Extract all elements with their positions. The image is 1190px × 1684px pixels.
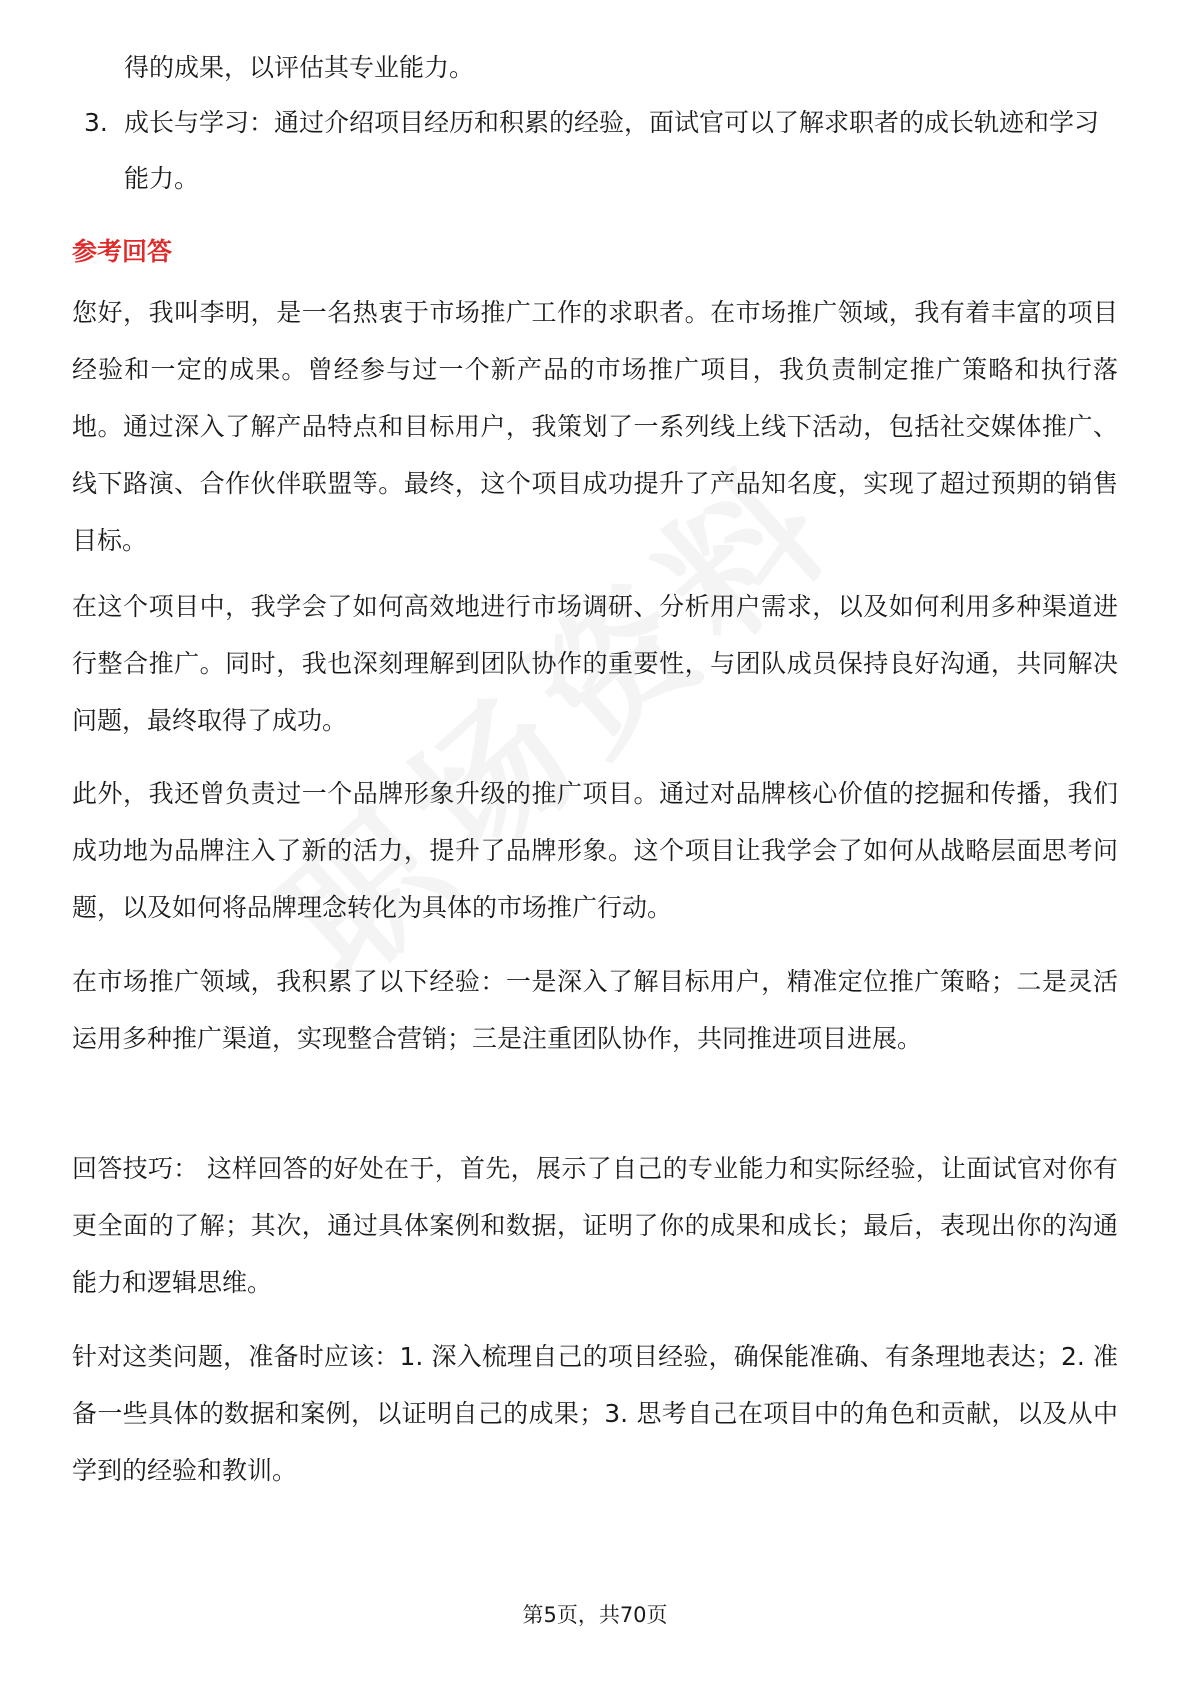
answer-paragraph-2: 在这个项目中，我学会了如何高效地进行市场调研、分析用户需求，以及如何利用多种渠道进行整合推广。同时，我也深刻理解到团队协作的重要性，与团队成员保持良好沟通，共同解决问题，最终取得了成功。 [72,592,1118,735]
list-item [84,95,1114,207]
list-continuation: 得的成果，以评估其专业能力。 [124,53,475,82]
list-item-number: 3. [84,108,108,137]
tips-paragraph: 回答技巧： 这样回答的好处在于，首先，展示了自己的专业能力和实际经验，让面试官对你有更全面的了解；其次，通过具体案例和数据，证明了你的成果和成长；最后，表现出你的沟通能力和逻辑思维。 [72,1154,1118,1297]
answer-paragraph-1: 您好，我叫李明，是一名热衷于市场推广工作的求职者。在市场推广领域，我有着丰富的项目经验和一定的成果。曾经参与过一个新产品的市场推广项目，我负责制定推广策略和执行落地。通过深入了解产品特点和目标用户，我策划了一系列线上线下活动，包括社交媒体推广、线下路演、合作伙伴联盟等。最终，这个项目成功提升了产品知名度，实现了超过预期的销售目标。 [72,298,1118,555]
section-title: 参考回答 [72,237,173,266]
answer-paragraph-3: 此外，我还曾负责过一个品牌形象升级的推广项目。通过对品牌核心价值的挖掘和传播，我们成功地为品牌注入了新的活力，提升了品牌形象。这个项目让我学会了如何从战略层面思考问题，以及如何将品牌理念转化为具体的市场推广行动。 [72,779,1118,922]
page-footer: 第5页，共70页 [522,1603,668,1627]
preparation-paragraph: 针对这类问题，准备时应该：1. 深入梳理自己的项目经验，确保能准确、有条理地表达；2. 准备一些具体的数据和案例，以证明自己的成果；3. 思考自己在项目中的角色和贡献，以及从中学到的经验和教训。 [72,1342,1118,1485]
list-item-text: 成长与学习：通过介绍项目经历和积累的经验，面试官可以了解求职者的成长轨迹和学习能力。 [124,108,1100,193]
answer-paragraph-4: 在市场推广领域，我积累了以下经验：一是深入了解目标用户，精准定位推广策略；二是灵活运用多种推广渠道，实现整合营销；三是注重团队协作，共同推进项目进展。 [72,967,1118,1053]
